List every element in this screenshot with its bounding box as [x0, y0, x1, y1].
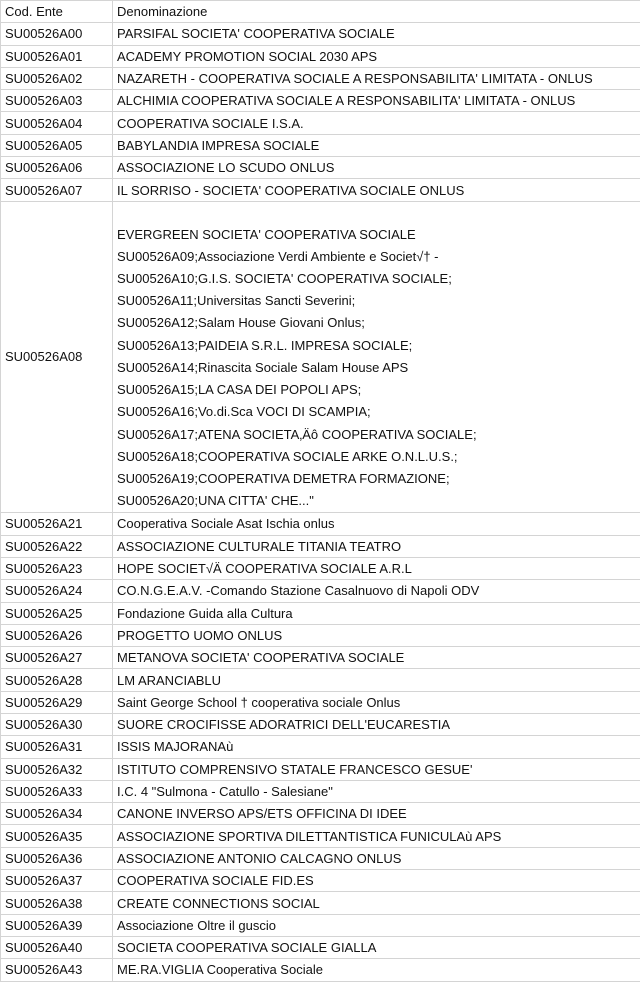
- header-code[interactable]: Cod. Ente: [1, 1, 113, 23]
- cell-code[interactable]: SU00526A33: [1, 780, 113, 802]
- table-row: [1, 870, 640, 892]
- cell-code[interactable]: SU00526A00: [1, 23, 113, 45]
- cell-name[interactable]: Associazione Oltre il guscio: [113, 914, 640, 936]
- cell-name[interactable]: I.C. 4 "Sulmona - Catullo - Salesiane": [113, 780, 640, 802]
- cell-code[interactable]: SU00526A01: [1, 45, 113, 67]
- cell-code[interactable]: SU00526A36: [1, 847, 113, 869]
- cell-line: SU00526A17;ATENA SOCIETA‚Äô COOPERATIVA SOCIALE;: [117, 424, 640, 446]
- table-row: [1, 134, 640, 156]
- table-row: [1, 691, 640, 713]
- cell-name[interactable]: HOPE SOCIET√Ä COOPERATIVA SOCIALE A.R.L: [113, 557, 640, 579]
- table-row: [1, 669, 640, 691]
- table-row: [1, 90, 640, 112]
- cell-code[interactable]: SU00526A08: [1, 201, 113, 513]
- cell-name[interactable]: PARSIFAL SOCIETA' COOPERATIVA SOCIALE: [113, 23, 640, 45]
- cell-code[interactable]: SU00526A21: [1, 513, 113, 535]
- table-row: [1, 713, 640, 735]
- cell-code[interactable]: SU00526A35: [1, 825, 113, 847]
- header-row: [1, 1, 640, 23]
- cell-name[interactable]: IL SORRISO - SOCIETA' COOPERATIVA SOCIALE ONLUS: [113, 179, 640, 201]
- cell-name[interactable]: PROGETTO UOMO ONLUS: [113, 624, 640, 646]
- table-row: [1, 513, 640, 535]
- table-row: [1, 758, 640, 780]
- cell-code[interactable]: SU00526A06: [1, 157, 113, 179]
- cell-code[interactable]: SU00526A07: [1, 179, 113, 201]
- table-row: [1, 936, 640, 958]
- cell-code[interactable]: SU00526A37: [1, 870, 113, 892]
- cell-line: SU00526A10;G.I.S. SOCIETA' COOPERATIVA SOCIALE;: [117, 268, 640, 290]
- cell-name[interactable]: COOPERATIVA SOCIALE FID.ES: [113, 870, 640, 892]
- cell-name[interactable]: ASSOCIAZIONE ANTONIO CALCAGNO ONLUS: [113, 847, 640, 869]
- table-row: [1, 624, 640, 646]
- cell-name[interactable]: ALCHIMIA COOPERATIVA SOCIALE A RESPONSABILITA' LIMITATA - ONLUS: [113, 90, 640, 112]
- cell-line: SU00526A20;UNA CITTA' CHE...": [117, 490, 640, 512]
- cell-code[interactable]: SU00526A03: [1, 90, 113, 112]
- cell-name[interactable]: Fondazione Guida alla Cultura: [113, 602, 640, 624]
- table-row: [1, 825, 640, 847]
- cell-name[interactable]: COOPERATIVA SOCIALE I.S.A.: [113, 112, 640, 134]
- table-row: [1, 179, 640, 201]
- cell-line: SU00526A18;COOPERATIVA SOCIALE ARKE O.N.L.U.S.;: [117, 446, 640, 468]
- cell-name[interactable]: ISSIS MAJORANAù: [113, 736, 640, 758]
- cell-code[interactable]: SU00526A25: [1, 602, 113, 624]
- cell-code[interactable]: SU00526A38: [1, 892, 113, 914]
- cell-name[interactable]: SUORE CROCIFISSE ADORATRICI DELL'EUCARESTIA: [113, 713, 640, 735]
- table-row: [1, 535, 640, 557]
- table-row: [1, 67, 640, 89]
- cell-code[interactable]: SU00526A05: [1, 134, 113, 156]
- table-row: [1, 736, 640, 758]
- cell-name[interactable]: CREATE CONNECTIONS SOCIAL: [113, 892, 640, 914]
- cell-code[interactable]: SU00526A30: [1, 713, 113, 735]
- cell-code[interactable]: SU00526A02: [1, 67, 113, 89]
- cell-code[interactable]: SU00526A29: [1, 691, 113, 713]
- cell-name[interactable]: ASSOCIAZIONE LO SCUDO ONLUS: [113, 157, 640, 179]
- cell-code[interactable]: SU00526A28: [1, 669, 113, 691]
- cell-name[interactable]: ASSOCIAZIONE CULTURALE TITANIA TEATRO: [113, 535, 640, 557]
- table-row: [1, 157, 640, 179]
- cell-name[interactable]: ME.RA.VIGLIA Cooperativa Sociale: [113, 959, 640, 981]
- cell-code[interactable]: SU00526A43: [1, 959, 113, 981]
- table-row: [1, 45, 640, 67]
- cell-code[interactable]: SU00526A27: [1, 647, 113, 669]
- table-row: [1, 803, 640, 825]
- cell-name[interactable]: METANOVA SOCIETA' COOPERATIVA SOCIALE: [113, 647, 640, 669]
- cell-line: SU00526A19;COOPERATIVA DEMETRA FORMAZIONE;: [117, 468, 640, 490]
- cell-name[interactable]: CO.N.G.E.A.V. -Comando Stazione Casalnuovo di Napoli ODV: [113, 580, 640, 602]
- cell-line: SU00526A12;Salam House Giovani Onlus;: [117, 312, 640, 334]
- table-row: [1, 847, 640, 869]
- table-row: [1, 780, 640, 802]
- table-row-multiline: [1, 201, 640, 513]
- cell-code[interactable]: SU00526A23: [1, 557, 113, 579]
- header-name[interactable]: Denominazione: [113, 1, 640, 23]
- cell-name[interactable]: ACADEMY PROMOTION SOCIAL 2030 APS: [113, 45, 640, 67]
- table-row: [1, 647, 640, 669]
- cell-name[interactable]: CANONE INVERSO APS/ETS OFFICINA DI IDEE: [113, 803, 640, 825]
- cell-name[interactable]: BABYLANDIA IMPRESA SOCIALE: [113, 134, 640, 156]
- cell-line: EVERGREEN SOCIETA' COOPERATIVA SOCIALE: [117, 224, 640, 246]
- cell-name[interactable]: Saint George School † cooperativa sociale Onlus: [113, 691, 640, 713]
- cell-code[interactable]: SU00526A39: [1, 914, 113, 936]
- cell-line: SU00526A13;PAIDEIA S.R.L. IMPRESA SOCIALE;: [117, 335, 640, 357]
- table-row: [1, 914, 640, 936]
- cell-code[interactable]: SU00526A34: [1, 803, 113, 825]
- cell-code[interactable]: SU00526A04: [1, 112, 113, 134]
- table-row: [1, 23, 640, 45]
- cell-line: SU00526A09;Associazione Verdi Ambiente e Societ√† -: [117, 246, 640, 268]
- table-row: [1, 602, 640, 624]
- table-row: [1, 580, 640, 602]
- table-row: [1, 557, 640, 579]
- cell-code[interactable]: SU00526A40: [1, 936, 113, 958]
- cell-code[interactable]: SU00526A24: [1, 580, 113, 602]
- cell-code[interactable]: SU00526A31: [1, 736, 113, 758]
- table-row: [1, 892, 640, 914]
- cell-name[interactable]: SOCIETA COOPERATIVA SOCIALE GIALLA: [113, 936, 640, 958]
- cell-name[interactable]: LM ARANCIABLU: [113, 669, 640, 691]
- cell-line: SU00526A14;Rinascita Sociale Salam House APS: [117, 357, 640, 379]
- cell-line: SU00526A11;Universitas Sancti Severini;: [117, 290, 640, 312]
- cell-name[interactable]: ISTITUTO COMPRENSIVO STATALE FRANCESCO GESUE': [113, 758, 640, 780]
- cell-name[interactable]: ASSOCIAZIONE SPORTIVA DILETTANTISTICA FUNICULAù APS: [113, 825, 640, 847]
- cell-name[interactable]: [113, 201, 640, 513]
- table-row: [1, 959, 640, 981]
- cell-line: SU00526A16;Vo.di.Sca VOCI DI SCAMPIA;: [117, 401, 640, 423]
- cell-code[interactable]: SU00526A32: [1, 758, 113, 780]
- table-row: [1, 112, 640, 134]
- cell-code[interactable]: SU00526A26: [1, 624, 113, 646]
- cell-name[interactable]: Cooperativa Sociale Asat Ischia onlus: [113, 513, 640, 535]
- cell-code[interactable]: SU00526A22: [1, 535, 113, 557]
- cell-name[interactable]: NAZARETH - COOPERATIVA SOCIALE A RESPONSABILITA' LIMITATA - ONLUS: [113, 67, 640, 89]
- cell-line: SU00526A15;LA CASA DEI POPOLI APS;: [117, 379, 640, 401]
